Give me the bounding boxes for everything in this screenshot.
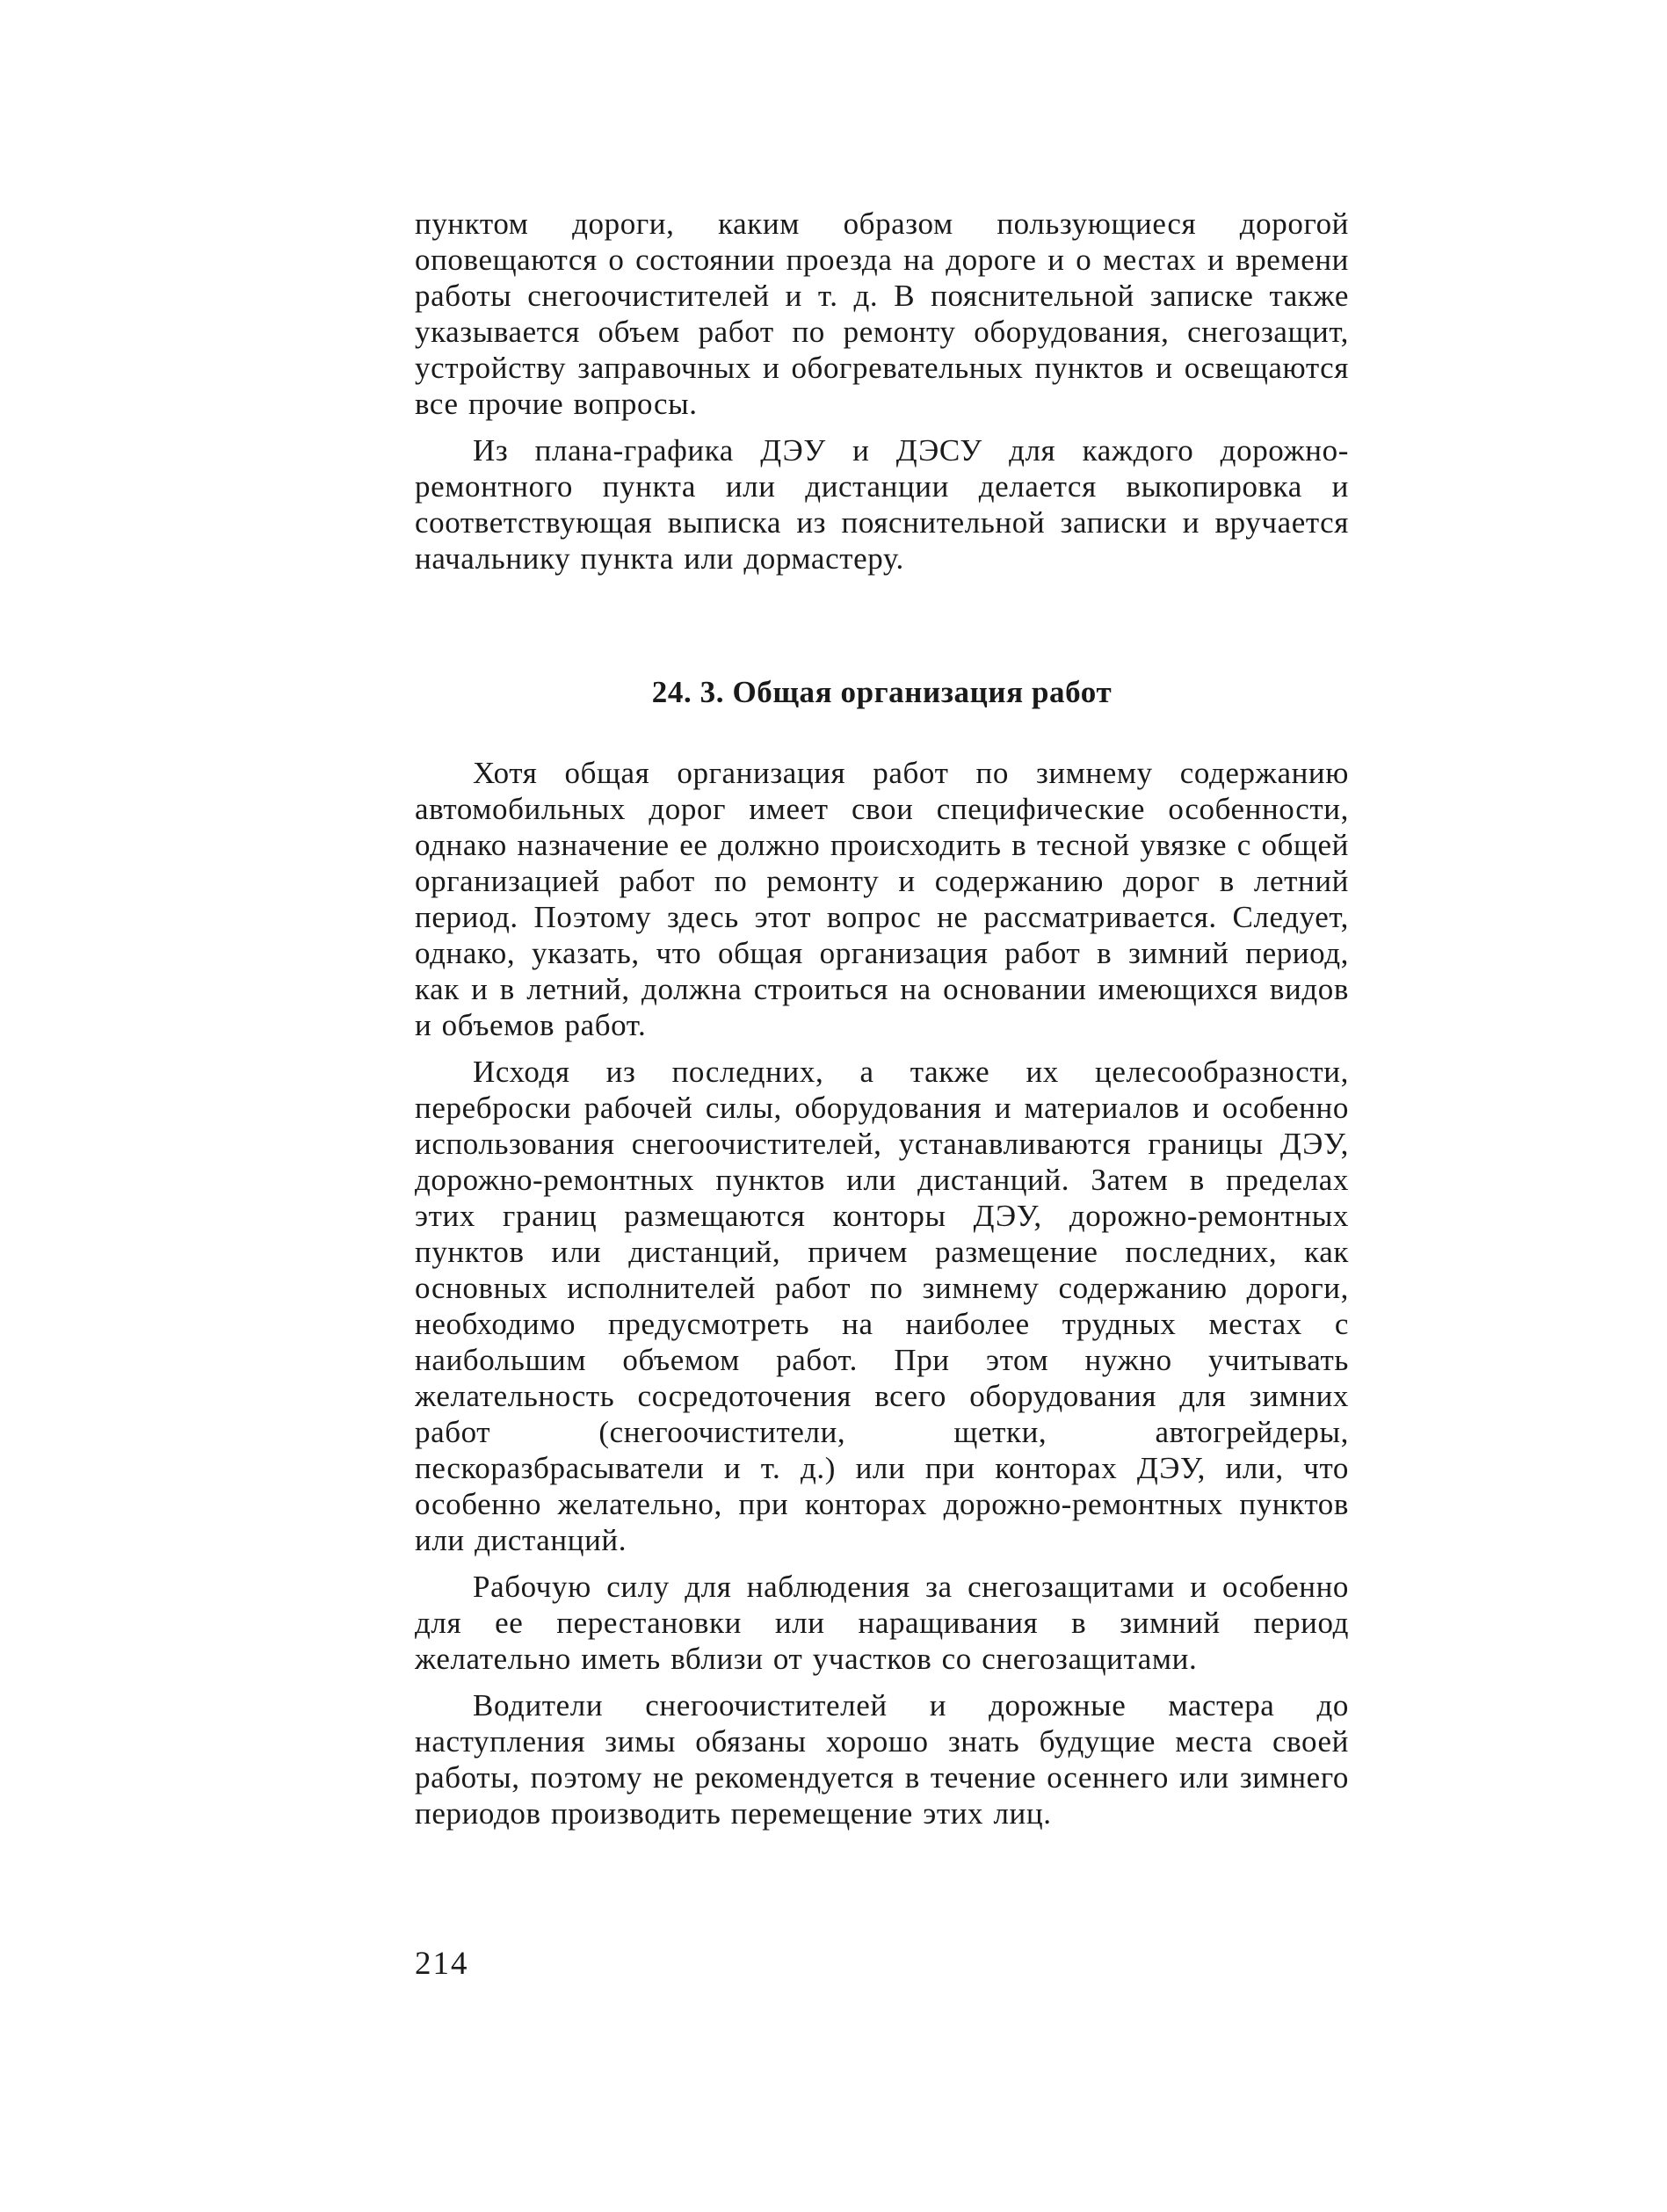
paragraph-general-organization: Хотя общая организация работ по зимнему содержанию автомобильных дорог имеет свои специфические особенности, однако назначение ее должно происходить в тесной увязке с общей организацией работ по ремонту и содержанию дорог в летний период. Поэтому здесь этот вопрос не рассматривается. Следует, однако, указать, что общая организация работ в зимний период, как и в летний, должна строиться на основании имеющихся видов и объемов работ. bbox=[415, 756, 1349, 1042]
paragraph-workforce: Рабочую силу для наблюдения за снегозащитами и особенно для ее перестановки или наращивания в зимний период желательно иметь вблизи от участков со снегозащитами. bbox=[415, 1570, 1349, 1676]
page-number: 214 bbox=[415, 1946, 469, 1982]
paragraph-boundaries: Исходя из последних, а также их целесообразности, переброски рабочей силы, оборудования и материалов и особенно использования снегоочистителей, устанавливаются границы ДЭУ, дорожно-ремонтных пунктов или дистанций. Затем в пределах этих границ размещаются конторы ДЭУ, дорожно-ремонтных пунктов или дистанций, причем размещение последних, как основных исполнителей работ по зимнему содержанию дороги, необходимо предусмотреть на наиболее трудных местах с наибольшим объемом работ. При этом нужно учитывать желательность сосредоточения всего оборудования для зимних работ (снегоочистители, щетки, автогрейдеры, пескоразбрасыватели и т. д.) или при конторах ДЭУ, или, что особенно желательно, при конторах дорожно-ремонтных пунктов или дистанций. bbox=[415, 1055, 1349, 1557]
top-text-block bbox=[415, 206, 1349, 577]
section-heading: 24. 3. Общая организация работ bbox=[651, 675, 1113, 709]
paragraph-continuation: пунктом дороги, каким образом пользующиеся дорогой оповещаются о состоянии проезда на дороге и о местах и времени работы снегоочистителей и т. д. В пояснительной записке также указывается объем работ по ремонту оборудования, снегозащит, устройству заправочных и обогревательных пунктов и освещаются все прочие вопросы. bbox=[415, 207, 1349, 421]
paragraph-drivers: Водители снегоочистителей и дорожные мастера до наступления зимы обязаны хорошо знать будущие места своей работы, поэтому не рекомендуется в течение осеннего или зимнего периодов производить перемещение этих лиц. bbox=[415, 1688, 1349, 1831]
paragraph-plan-excerpt: Из плана-графика ДЭУ и ДЭСУ для каждого дорожно-ремонтного пункта или дистанции делается выкопировка и соответствующая выписка из пояснительной записки и вручается начальнику пункта или дормастеру. bbox=[415, 433, 1349, 576]
main-text-block bbox=[415, 755, 1349, 1831]
